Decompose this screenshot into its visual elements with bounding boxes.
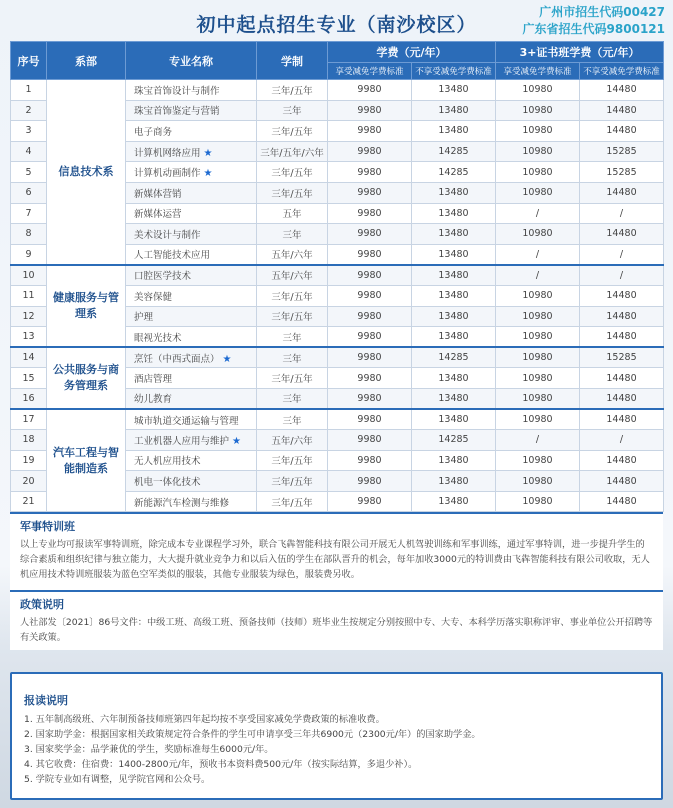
major-cell bbox=[126, 141, 257, 162]
duration: 三年/五年 bbox=[257, 471, 328, 492]
duration: 三年/五年 bbox=[257, 121, 328, 142]
table-row bbox=[11, 265, 664, 286]
tuition-exempt: 9980 bbox=[328, 141, 412, 162]
cert-tuition-exempt: 10980 bbox=[496, 100, 580, 121]
duration: 五年/六年 bbox=[257, 244, 328, 265]
tuition-nonexempt: 13480 bbox=[412, 409, 496, 430]
major-name: 计算机动画制作 bbox=[134, 168, 201, 180]
training-text: 以上专业均可报读军事特训班，除完成本专业课程学习外，联合飞犇智能科技有限公司开展无人机驾驶训练和军事训练，通过军事特训，进一步提升学生的综合素质和组织纪律与独立能力，大大提升就业竞争力和以后入伍的学生在部队晋升的机会，每年加收3000元的特训费由飞犇智能科技有限公司收取，无人机应用技术特训班服装为蓝色空军类似的服装，其他专业服装为绿色，服装费另收。 bbox=[20, 539, 650, 580]
cert-tuition-exempt: 10980 bbox=[496, 347, 580, 368]
training-title: 军事特训班 bbox=[20, 520, 75, 533]
tuition-exempt: 9980 bbox=[328, 430, 412, 451]
major-cell bbox=[126, 450, 257, 471]
major-cell bbox=[126, 306, 257, 327]
major-cell bbox=[126, 327, 257, 348]
page-title: 初中起点招生专业（南沙校区） bbox=[196, 14, 477, 36]
major-name: 计算机网络应用 bbox=[134, 147, 201, 159]
row-number: 12 bbox=[11, 306, 47, 327]
tuition-exempt: 9980 bbox=[328, 327, 412, 348]
duration: 三年 bbox=[257, 327, 328, 348]
row-number: 7 bbox=[11, 203, 47, 224]
header-cert-exempt: 享受减免学费标准 bbox=[496, 63, 580, 80]
policy-section bbox=[10, 590, 663, 650]
guangdong-code: 广东省招生代码9800121 bbox=[522, 22, 665, 36]
tuition-nonexempt: 13480 bbox=[412, 100, 496, 121]
major-name: 酒店管理 bbox=[134, 374, 173, 386]
tuition-exempt: 9980 bbox=[328, 224, 412, 245]
cert-tuition-exempt: 10980 bbox=[496, 162, 580, 183]
cert-tuition-nonexempt: / bbox=[580, 244, 664, 265]
major-name: 珠宝首饰设计与制作 bbox=[134, 85, 220, 97]
cert-tuition-exempt: 10980 bbox=[496, 224, 580, 245]
tuition-nonexempt: 13480 bbox=[412, 265, 496, 286]
duration: 三年/五年 bbox=[257, 491, 328, 512]
row-number: 17 bbox=[11, 409, 47, 430]
guangzhou-code: 广州市招生代码00427 bbox=[539, 5, 665, 19]
cert-tuition-nonexempt: 14480 bbox=[580, 121, 664, 142]
duration: 三年/五年 bbox=[257, 306, 328, 327]
major-cell bbox=[126, 100, 257, 121]
policy-text: 人社部发〔2021〕86号文件：中级工班、高级工班、预备技师（技师）班毕业生按规定分别按照中专、大专、本科学历落实职称评审、事业单位公开招聘等有关政策。 bbox=[20, 617, 653, 643]
tuition-exempt: 9980 bbox=[328, 265, 412, 286]
header-nonexempt: 不享受减免学费标准 bbox=[412, 63, 496, 80]
major-name: 人工智能技术应用 bbox=[134, 250, 211, 262]
major-name: 电子商务 bbox=[134, 126, 173, 138]
cert-tuition-exempt: 10980 bbox=[496, 285, 580, 306]
tuition-exempt: 9980 bbox=[328, 306, 412, 327]
row-number: 13 bbox=[11, 327, 47, 348]
table-row bbox=[11, 347, 664, 368]
department-name: 公共服务与商务管理系 bbox=[47, 347, 126, 409]
tuition-exempt: 9980 bbox=[328, 203, 412, 224]
major-cell bbox=[126, 121, 257, 142]
tuition-nonexempt: 13480 bbox=[412, 121, 496, 142]
cert-tuition-nonexempt: 14480 bbox=[580, 491, 664, 512]
major-cell bbox=[126, 80, 257, 101]
tuition-exempt: 9980 bbox=[328, 80, 412, 101]
majors-table bbox=[10, 41, 664, 512]
tuition-nonexempt: 13480 bbox=[412, 388, 496, 409]
major-name: 新媒体运营 bbox=[134, 209, 182, 221]
table-row bbox=[11, 409, 664, 430]
star-icon: ★ bbox=[203, 168, 213, 180]
major-cell bbox=[126, 224, 257, 245]
cert-tuition-nonexempt: 14480 bbox=[580, 471, 664, 492]
major-name: 护理 bbox=[134, 312, 154, 324]
major-name: 无人机应用技术 bbox=[134, 456, 201, 468]
cert-tuition-exempt: 10980 bbox=[496, 141, 580, 162]
tuition-nonexempt: 14285 bbox=[412, 347, 496, 368]
cert-tuition-exempt: 10980 bbox=[496, 450, 580, 471]
cert-tuition-exempt: / bbox=[496, 203, 580, 224]
duration: 三年 bbox=[257, 409, 328, 430]
department-name: 汽车工程与智能制造系 bbox=[47, 409, 126, 512]
major-name: 机电一体化技术 bbox=[134, 477, 201, 489]
tuition-exempt: 9980 bbox=[328, 182, 412, 203]
cert-tuition-exempt: 10980 bbox=[496, 121, 580, 142]
row-number: 20 bbox=[11, 471, 47, 492]
tuition-exempt: 9980 bbox=[328, 491, 412, 512]
major-cell bbox=[126, 388, 257, 409]
table-row bbox=[11, 80, 664, 101]
tuition-nonexempt: 14285 bbox=[412, 430, 496, 451]
military-training-section bbox=[10, 512, 663, 590]
duration: 三年/五年 bbox=[257, 162, 328, 183]
cert-tuition-exempt: 10980 bbox=[496, 368, 580, 389]
notes-list bbox=[24, 712, 649, 787]
notes-item: 5. 学院专业如有调整，见学院官网和公众号。 bbox=[24, 774, 211, 785]
tuition-nonexempt: 13480 bbox=[412, 285, 496, 306]
row-number: 19 bbox=[11, 450, 47, 471]
cert-tuition-nonexempt: 15285 bbox=[580, 347, 664, 368]
tuition-exempt: 9980 bbox=[328, 244, 412, 265]
cert-tuition-nonexempt: 14480 bbox=[580, 368, 664, 389]
major-name: 城市轨道交通运输与管理 bbox=[134, 415, 239, 427]
major-name: 新媒体营销 bbox=[134, 188, 182, 200]
cert-tuition-nonexempt: 15285 bbox=[580, 141, 664, 162]
row-number: 9 bbox=[11, 244, 47, 265]
major-cell bbox=[126, 368, 257, 389]
tuition-nonexempt: 13480 bbox=[412, 327, 496, 348]
major-cell bbox=[126, 430, 257, 451]
tuition-nonexempt: 13480 bbox=[412, 244, 496, 265]
tuition-exempt: 9980 bbox=[328, 471, 412, 492]
row-number: 10 bbox=[11, 265, 47, 286]
duration: 三年/五年 bbox=[257, 285, 328, 306]
duration: 三年 bbox=[257, 100, 328, 121]
tuition-exempt: 9980 bbox=[328, 162, 412, 183]
major-cell bbox=[126, 471, 257, 492]
cert-tuition-nonexempt: 14480 bbox=[580, 100, 664, 121]
duration: 三年/五年 bbox=[257, 182, 328, 203]
cert-tuition-nonexempt: 14480 bbox=[580, 450, 664, 471]
cert-tuition-exempt: / bbox=[496, 265, 580, 286]
row-number: 16 bbox=[11, 388, 47, 409]
row-number: 3 bbox=[11, 121, 47, 142]
cert-tuition-nonexempt: 14480 bbox=[580, 224, 664, 245]
duration: 五年/六年 bbox=[257, 430, 328, 451]
tuition-exempt: 9980 bbox=[328, 347, 412, 368]
enrollment-notes bbox=[10, 672, 663, 800]
tuition-exempt: 9980 bbox=[328, 285, 412, 306]
major-name: 工业机器人应用与维护 bbox=[134, 435, 230, 447]
cert-tuition-nonexempt: 14480 bbox=[580, 409, 664, 430]
cert-tuition-nonexempt: / bbox=[580, 430, 664, 451]
tuition-nonexempt: 13480 bbox=[412, 368, 496, 389]
major-cell bbox=[126, 491, 257, 512]
header-duration: 学制 bbox=[257, 42, 328, 80]
table-body bbox=[11, 80, 664, 512]
row-number: 18 bbox=[11, 430, 47, 451]
cert-tuition-exempt: / bbox=[496, 244, 580, 265]
notes-item: 2. 国家助学金：根据国家相关政策规定符合条件的学生可申请享受三年共6900元（2300元/年）的国家助学金。 bbox=[24, 729, 481, 740]
tuition-nonexempt: 14285 bbox=[412, 162, 496, 183]
tuition-exempt: 9980 bbox=[328, 100, 412, 121]
notes-item: 4. 其它收费：住宿费：1400-2800元/年，预收书本资料费500元/年（按实际结算，多退少补）。 bbox=[24, 759, 418, 770]
tuition-nonexempt: 13480 bbox=[412, 450, 496, 471]
cert-tuition-exempt: / bbox=[496, 430, 580, 451]
tuition-nonexempt: 13480 bbox=[412, 203, 496, 224]
notes-title: 报读说明 bbox=[24, 694, 68, 707]
row-number: 11 bbox=[11, 285, 47, 306]
department-name: 健康服务与管理系 bbox=[47, 265, 126, 347]
star-icon: ★ bbox=[232, 435, 242, 447]
cert-tuition-exempt: 10980 bbox=[496, 471, 580, 492]
major-cell bbox=[126, 244, 257, 265]
star-icon: ★ bbox=[222, 353, 232, 365]
cert-tuition-exempt: 10980 bbox=[496, 409, 580, 430]
duration: 三年/五年 bbox=[257, 80, 328, 101]
major-cell bbox=[126, 203, 257, 224]
row-number: 2 bbox=[11, 100, 47, 121]
duration: 五年/六年 bbox=[257, 265, 328, 286]
cert-tuition-nonexempt: 14480 bbox=[580, 182, 664, 203]
tuition-exempt: 9980 bbox=[328, 388, 412, 409]
star-icon: ★ bbox=[203, 147, 213, 159]
tuition-nonexempt: 13480 bbox=[412, 306, 496, 327]
cert-tuition-nonexempt: 14480 bbox=[580, 80, 664, 101]
cert-tuition-exempt: 10980 bbox=[496, 182, 580, 203]
major-name: 新能源汽车检测与维修 bbox=[134, 497, 230, 509]
major-cell bbox=[126, 265, 257, 286]
duration: 五年 bbox=[257, 203, 328, 224]
duration: 三年/五年/六年 bbox=[257, 141, 328, 162]
department-name: 信息技术系 bbox=[47, 80, 126, 265]
tuition-exempt: 9980 bbox=[328, 121, 412, 142]
row-number: 4 bbox=[11, 141, 47, 162]
header-cert-nonexempt: 不享受减免学费标准 bbox=[580, 63, 664, 80]
duration: 三年 bbox=[257, 388, 328, 409]
major-name: 口腔医学技术 bbox=[134, 271, 192, 283]
duration: 三年/五年 bbox=[257, 368, 328, 389]
row-number: 14 bbox=[11, 347, 47, 368]
header-exempt: 享受减免学费标准 bbox=[328, 63, 412, 80]
header-tuition: 学费（元/年） bbox=[328, 42, 496, 63]
major-name: 眼视光技术 bbox=[134, 332, 182, 344]
duration: 三年 bbox=[257, 347, 328, 368]
row-number: 8 bbox=[11, 224, 47, 245]
tuition-nonexempt: 14285 bbox=[412, 141, 496, 162]
cert-tuition-nonexempt: 14480 bbox=[580, 306, 664, 327]
cert-tuition-exempt: 10980 bbox=[496, 306, 580, 327]
major-cell bbox=[126, 347, 257, 368]
major-name: 美术设计与制作 bbox=[134, 229, 201, 241]
cert-tuition-nonexempt: 14480 bbox=[580, 285, 664, 306]
major-name: 幼儿教育 bbox=[134, 394, 173, 406]
major-name: 美容保健 bbox=[134, 291, 173, 303]
tuition-exempt: 9980 bbox=[328, 368, 412, 389]
cert-tuition-nonexempt: 14480 bbox=[580, 327, 664, 348]
tuition-exempt: 9980 bbox=[328, 450, 412, 471]
tuition-nonexempt: 13480 bbox=[412, 182, 496, 203]
row-number: 5 bbox=[11, 162, 47, 183]
cert-tuition-nonexempt: / bbox=[580, 203, 664, 224]
header-major: 专业名称 bbox=[126, 42, 257, 80]
cert-tuition-nonexempt: 14480 bbox=[580, 388, 664, 409]
row-number: 6 bbox=[11, 182, 47, 203]
policy-title: 政策说明 bbox=[20, 598, 64, 611]
major-cell bbox=[126, 162, 257, 183]
cert-tuition-exempt: 10980 bbox=[496, 327, 580, 348]
cert-tuition-exempt: 10980 bbox=[496, 80, 580, 101]
major-name: 烹饪（中西式面点） bbox=[134, 353, 220, 365]
row-number: 15 bbox=[11, 368, 47, 389]
cert-tuition-nonexempt: / bbox=[580, 265, 664, 286]
duration: 三年/五年 bbox=[257, 450, 328, 471]
tuition-nonexempt: 13480 bbox=[412, 471, 496, 492]
cert-tuition-exempt: 10980 bbox=[496, 388, 580, 409]
header-tuition-cert: 3+证书班学费（元/年） bbox=[496, 42, 664, 63]
major-cell bbox=[126, 182, 257, 203]
tuition-nonexempt: 13480 bbox=[412, 224, 496, 245]
tuition-nonexempt: 13480 bbox=[412, 80, 496, 101]
cert-tuition-nonexempt: 15285 bbox=[580, 162, 664, 183]
major-cell bbox=[126, 409, 257, 430]
notes-item: 1. 五年制高级班、六年制预备技师班第四年起均按不享受国家减免学费政策的标准收费。 bbox=[24, 714, 385, 725]
notes-item: 3. 国家奖学金：品学兼优的学生，奖励标准每生6000元/年。 bbox=[24, 744, 274, 755]
tuition-nonexempt: 13480 bbox=[412, 491, 496, 512]
tuition-exempt: 9980 bbox=[328, 409, 412, 430]
header-dept: 系部 bbox=[47, 42, 126, 80]
row-number: 1 bbox=[11, 80, 47, 101]
cert-tuition-exempt: 10980 bbox=[496, 491, 580, 512]
major-cell bbox=[126, 285, 257, 306]
header-no: 序号 bbox=[11, 42, 47, 80]
row-number: 21 bbox=[11, 491, 47, 512]
enrollment-codes bbox=[523, 4, 665, 38]
duration: 三年 bbox=[257, 224, 328, 245]
major-name: 珠宝首饰鉴定与营销 bbox=[134, 106, 220, 118]
